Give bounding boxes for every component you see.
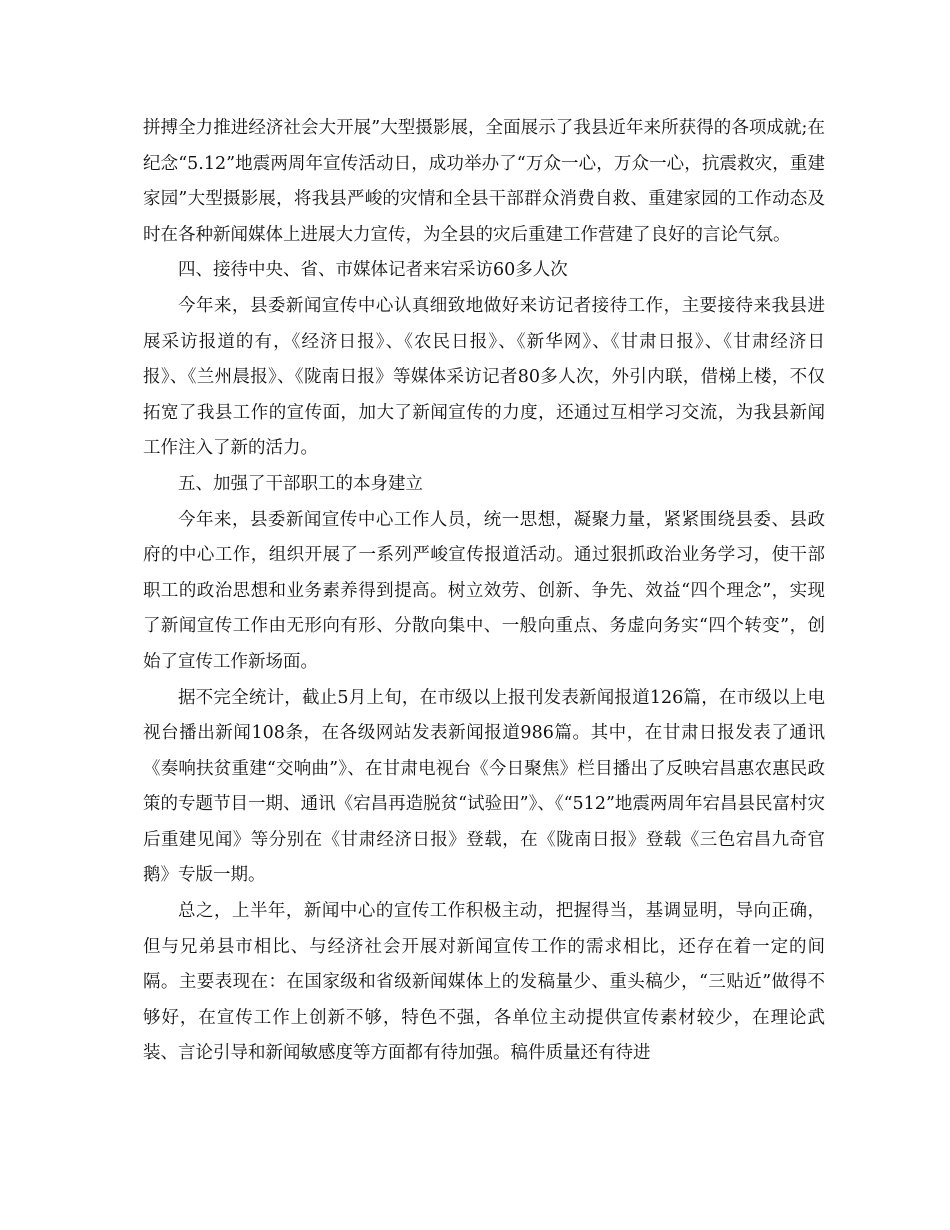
paragraph-statistics: 据不完全统计，截止5月上旬，在市级以上报刊发表新闻报道126篇，在市级以上电视台播出新闻108条，在各级网站发表新闻报道986篇。其中，在甘肃日报发表了通讯《奏响扶贫重建“交响曲”》、在甘肃电视台《今日聚焦》栏目播出了反映宕昌惠农惠民政策的专题节目一期、通讯《宕昌再造脱贫“试验田”》、《“512”地震两周年宕昌县民富村灾后重建见闻》等分别在《甘肃经济日报》登载，在《陇南日报》登载《三色宕昌九奇官鹅》专版一期。	[143, 687, 825, 886]
document-body	[143, 111, 825, 1072]
section-heading-four: 四、接待中央、省、市媒体记者来宕采访60多人次	[178, 260, 568, 281]
paragraph-journalist-reception: 今年来，县委新闻宣传中心认真细致地做好来访记者接待工作，主要接待来我县进展采访报道的有，《经济日报》、《农民日报》、《新华网》、《甘肃日报》、《甘肃经济日报》、《兰州晨报》、《陇南日报》等媒体采访记者80多人次，外引内联，借梯上楼，不仅拓宽了我县工作的宣传面，加大了新闻宣传的力度，还通过互相学习交流，为我县新闻工作注入了新的活力。	[143, 295, 825, 459]
paragraph-summary: 总之，上半年，新闻中心的宣传工作积极主动，把握得当，基调显明，导向正确，但与兄弟县市相比、与经济社会开展对新闻宣传工作的需求相比，还存在着一定的间隔。主要表现在：在国家级和省级新闻媒体上的发稿量少、重头稿少，“三贴近”做得不够好，在宣传工作上创新不够，特色不强，各单位主动提供宣传素材较少，在理论武装、言论引导和新闻敏感度等方面都有待加强。稿件质量还有待进	[143, 901, 825, 1064]
paragraph-staff-building: 今年来，县委新闻宣传中心工作人员，统一思想，凝聚力量，紧紧围绕县委、县政府的中心工作，组织开展了一系列严峻宣传报道活动。通过狠抓政治业务学习，使干部职工的政治思想和业务素养得到提高。树立效劳、创新、争先、效益“四个理念”，实现了新闻宣传工作由无形向有形、分散向集中、一般向重点、务虚向务实“四个转变”，创始了宣传工作新场面。	[143, 509, 825, 672]
paragraph-continuation: 拼搏全力推进经济社会大开展”大型摄影展，全面展示了我县近年来所获得的各项成就;在纪念“5.12”地震两周年宣传活动日，成功举办了“万众一心，万众一心，抗震救灾，重建家园”大型摄影展，将我县严峻的灾情和全县干部群众消费自救、重建家园的工作动态及时在各种新闻媒体上进展大力宣传，为全县的灾后重建工作营建了良好的言论气氛。	[143, 118, 825, 245]
section-heading-five: 五、加强了干部职工的本身建立	[178, 473, 423, 494]
